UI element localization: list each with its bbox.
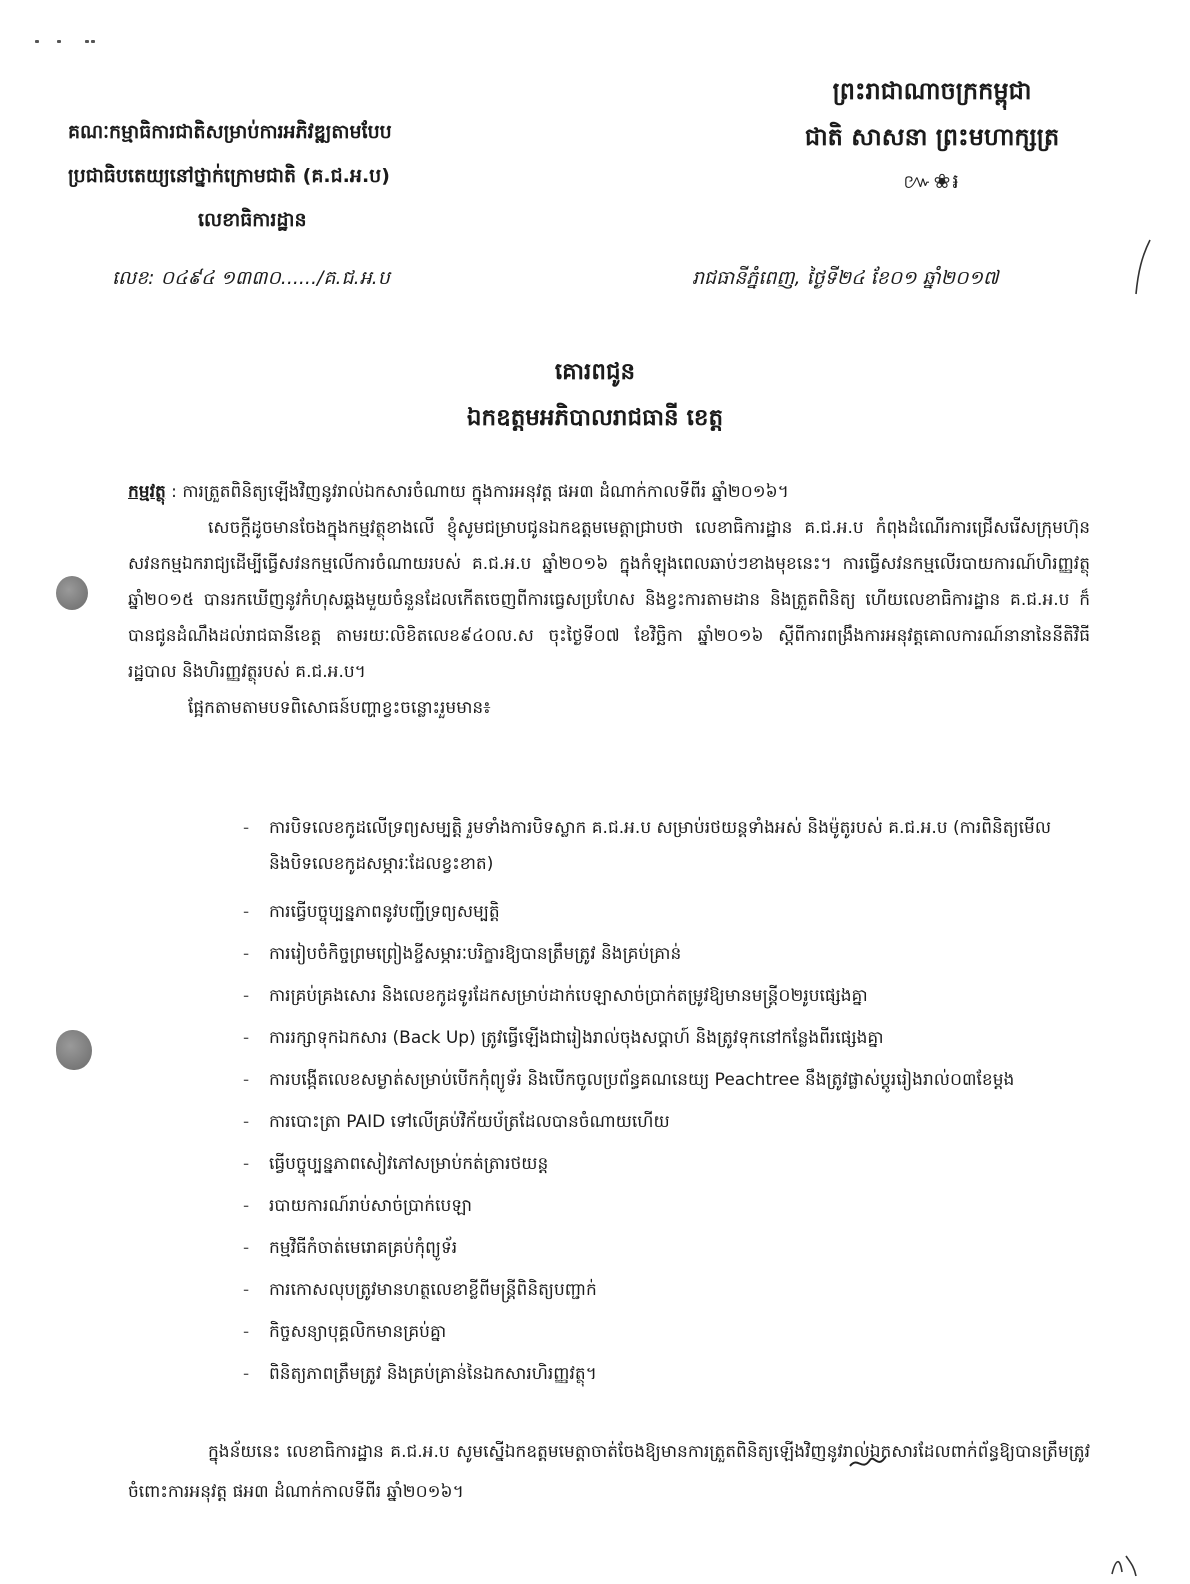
list-item: - ការបង្កើតលេខសម្ងាត់សម្រាប់បើកកុំព្យូទ័រ និងបើកចូលប្រព័ន្ធគណនេយ្យ Peachtree នឹងត្រូវផ្លាស់ប្តូររៀងរាល់០៣ខែម្តង (243, 1062, 1093, 1098)
reference-number: លេខ: ០៤៩៤ ១៣៣០....../គ.ជ.អ.ប (112, 267, 390, 289)
subject-text: : ការត្រួតពិនិត្យឡើងវិញនូវរាល់ឯកសារចំណាយ ក្នុងការអនុវត្ត ផអ៣ ដំណាក់កាលទីពីរ ឆ្នាំ២០១៦។ (165, 482, 789, 502)
list-item: - ការបោះត្រា PAID ទៅលើគ្រប់វិក័យប័ត្រដែលបានចំណាយហើយ (243, 1104, 1093, 1140)
national-motto: ជាតិ សាសនា ព្រះមហាក្សត្រ (804, 123, 1060, 151)
org-name-line2: ប្រជាធិបតេយ្យនៅថ្នាក់ក្រោមជាតិ (គ.ជ.អ.ប) (68, 165, 390, 187)
list-item: - ធ្វើបច្ចុប្បន្នភាពសៀវភៅសម្រាប់កត់ត្រារថយន្ត (243, 1146, 1093, 1182)
initial-scribble (848, 1452, 888, 1474)
scan-speck (35, 38, 115, 46)
kingdom-title: ព្រះរាជាណាចក្រកម្ពុជា (832, 77, 1032, 105)
list-item: - ការបិទលេខកូដលើទ្រព្យសម្បត្តិ រួមទាំងការបិទស្លាក គ.ជ.អ.ប សម្រាប់រថយន្តទាំងអស់ និងម៉ូតូរបស់ គ.ជ.អ.ប (ការពិនិត្យមើល និងបិទលេខកូដសម្ភារៈដែលខ្វះខាត) (243, 810, 1093, 882)
date-flourish (1120, 238, 1160, 298)
subject-label: កម្មវត្ថុ (128, 482, 166, 502)
list-item: - ការធ្វើបច្ចុប្បន្នភាពនូវបញ្ជីទ្រព្យសម្បត្តិ (243, 894, 1093, 930)
recipient: ឯកឧត្តមអភិបាលរាជធានី ខេត្ត (466, 405, 724, 431)
page-corner-mark (1108, 1552, 1138, 1578)
letter-body (128, 474, 1090, 726)
findings-list (243, 810, 1093, 1392)
ornament-icon: ៚❀៛ (903, 169, 961, 193)
org-name-line1: គណៈកម្មាធិការជាតិសម្រាប់ការអភិវឌ្ឍតាមបែប (68, 121, 392, 143)
paragraph-main: សេចក្តីដូចមានចែងក្នុងកម្មវត្ថុខាងលើ ខ្ញុំសូមជម្រាបជូនឯកឧត្តមមេត្តាជ្រាបថា លេខាធិការដ្ឋាន គ.ជ.អ.ប កំពុងដំណើរការជ្រើសរើសក្រុមហ៊ុនសវនកម្មឯករាជ្យដើម្បីធ្វើសវនកម្មលើការចំណាយរបស់ គ.ជ.អ.ប ឆ្នាំ២០១៦ ក្នុងកំឡុងពេលឆាប់ៗខាងមុខនេះ។ ការធ្វើសវនកម្មលើរបាយការណ៍ហិរញ្ញវត្ថុឆ្នាំ២០១៥ បានរកឃើញនូវកំហុសឆ្គងមួយចំនួនដែលកើតចេញពីការធ្វេសប្រហែស និងខ្វះការតាមដាន និងត្រួតពិនិត្យ ហើយលេខាធិការដ្ឋាន គ.ជ.អ.ប ក៏បានជូនដំណឹងដល់រាជធានីខេត្ត តាមរយៈលិខិតលេខ៩៤០ល.ស ចុះថ្ងៃទី០៧ ខែវិច្ឆិកា ឆ្នាំ២០១៦ ស្តីពីការពង្រឹងការអនុវត្តគោលការណ៍នានានៃនីតិវិធីរដ្ឋបាល និងហិរញ្ញវត្ថុរបស់ គ.ជ.អ.ប។ (128, 518, 1090, 682)
punch-hole-bottom (56, 1030, 92, 1070)
org-secretariat: លេខាធិការដ្ឋាន (198, 209, 307, 231)
subject-line (128, 474, 1090, 510)
list-item: - កម្មវិធីកំចាត់មេរោគគ្រប់កុំព្យូទ័រ (243, 1230, 1093, 1266)
findings-intro: ផ្អែកតាមតាមបទពិសោធន៍បញ្ហាខ្វះចន្លោះរួមមាន៖ (188, 698, 491, 718)
list-item: - ការកោសលុបត្រូវមានហត្ថលេខាខ្លីពីមន្ត្រីពិនិត្យបញ្ជាក់ (243, 1272, 1093, 1308)
list-item: - ការគ្រប់គ្រងសោរ និងលេខកូដទូរដែកសម្រាប់ដាក់បេឡាសាច់ប្រាក់តម្រូវឱ្យមានមន្ត្រី០២រូបផ្សេងគ្នា (243, 978, 1093, 1014)
punch-hole-top (56, 576, 88, 610)
respectfully-to: គោរពជូន (554, 359, 636, 385)
letter-date: រាជធានីភ្នំពេញ, ថ្ងៃទី២៤ ខែ០១ ឆ្នាំ២០១៧ (692, 267, 999, 289)
closing-paragraph: ក្នុងន័យនេះ លេខាធិការដ្ឋាន គ.ជ.អ.ប សូមស្នើឯកឧត្តមមេត្តាចាត់ចែងឱ្យមានការត្រួតពិនិត្យឡើងវិញនូវរាល់ឯកសារដែលពាក់ព័ន្ធឱ្យបានត្រឹមត្រូវចំពោះការអនុវត្ត ផអ៣ ដំណាក់កាលទីពីរ ឆ្នាំ២០១៦។ (128, 1442, 1090, 1502)
list-item: - ពិនិត្យភាពត្រឹមត្រូវ និងគ្រប់គ្រាន់នៃឯកសារហិរញ្ញវត្ថុ។ (243, 1356, 1093, 1392)
list-item: - ការរក្សាទុកឯកសារ (Back Up) ត្រូវធ្វើឡើងជារៀងរាល់ចុងសប្តាហ៍ និងត្រូវទុកនៅកន្លែងពីរផ្សេងគ្នា (243, 1020, 1093, 1056)
list-item: - ការរៀបចំកិច្ចព្រមព្រៀងខ្ចីសម្ភារៈបរិក្ខារឱ្យបានត្រឹមត្រូវ និងគ្រប់គ្រាន់ (243, 936, 1093, 972)
list-item: - កិច្ចសន្យាបុគ្គលិកមានគ្រប់គ្នា (243, 1314, 1093, 1350)
list-item: - របាយការណ៍រាប់សាច់ប្រាក់បេឡា (243, 1188, 1093, 1224)
